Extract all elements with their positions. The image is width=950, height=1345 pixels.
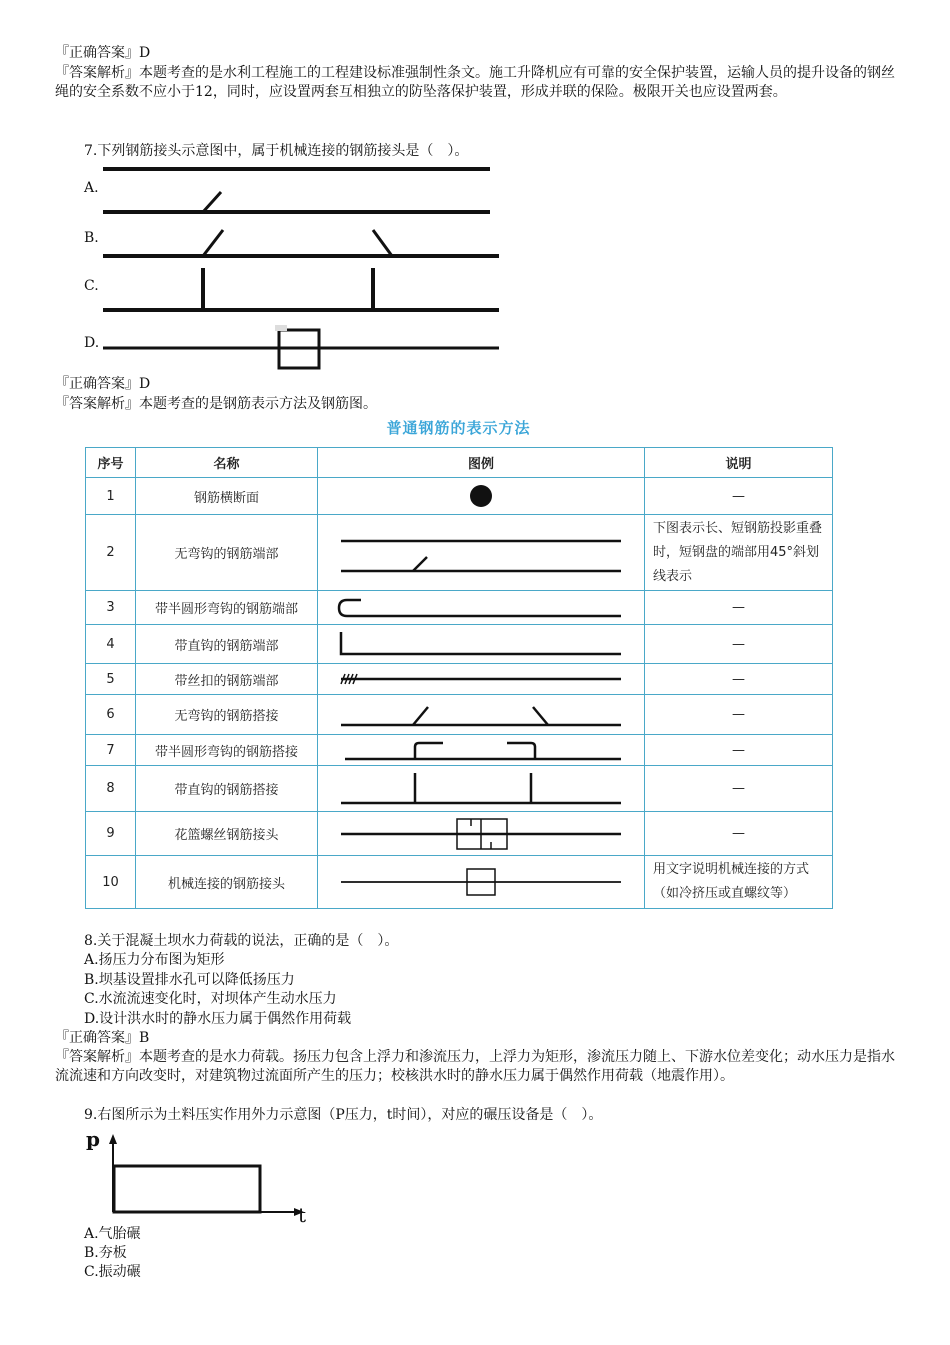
q9-axis-y-label: p bbox=[86, 1127, 100, 1151]
q7-option-c-label: C. bbox=[84, 278, 99, 294]
header-note: 说明 bbox=[645, 448, 833, 478]
table-row bbox=[86, 735, 833, 766]
rebar-end-threaded-icon bbox=[331, 667, 631, 691]
q7-option-b-figure bbox=[103, 230, 499, 256]
table-row bbox=[86, 695, 833, 735]
row-legend bbox=[318, 695, 645, 735]
row-name: 钢筋横断面 bbox=[136, 478, 318, 515]
q9-pressure-time-figure bbox=[84, 1126, 316, 1224]
q8-option-d: D.设计洪水时的静水压力属于偶然作用荷载 bbox=[84, 1011, 352, 1027]
row-note: — bbox=[645, 591, 833, 625]
table-row bbox=[86, 625, 833, 664]
row-no: 7 bbox=[86, 735, 136, 766]
rebar-cross-section-icon bbox=[331, 481, 631, 511]
turnbuckle-joint-icon bbox=[331, 816, 631, 852]
rebar-lap-straight-hook-icon bbox=[331, 769, 631, 809]
rebar-lap-semicircle-hook-icon bbox=[331, 737, 631, 763]
row-note: — bbox=[645, 478, 833, 515]
table-row bbox=[86, 664, 833, 695]
row-no: 4 bbox=[86, 625, 136, 664]
rebar-table bbox=[85, 447, 833, 909]
row-legend bbox=[318, 766, 645, 812]
q6-analysis: 『答案解析』本题考查的是水利工程施工的工程建设标准强制性条文。施工升降机应有可靠的安全保护装置，运输人员的提升设备的钢丝绳的安全系数不应小于12，同时，应设置两套互相独立的防坠落保护装置，形成并联的保险。极限开关也应设置两套。 bbox=[55, 65, 895, 100]
row-no: 6 bbox=[86, 695, 136, 735]
row-no: 5 bbox=[86, 664, 136, 695]
q7-option-d-label: D. bbox=[84, 335, 100, 351]
table-row bbox=[86, 515, 833, 591]
table-row bbox=[86, 856, 833, 909]
q6-answer: 『正确答案』D bbox=[55, 45, 151, 61]
q9-axis-x-label: t bbox=[298, 1203, 307, 1224]
table-row bbox=[86, 478, 833, 515]
q7-option-a-label: A. bbox=[84, 180, 99, 196]
table-row bbox=[86, 766, 833, 812]
row-note: — bbox=[645, 812, 833, 856]
q7-option-c-figure bbox=[103, 268, 499, 310]
row-no: 10 bbox=[86, 856, 136, 909]
row-legend bbox=[318, 478, 645, 515]
row-note: — bbox=[645, 695, 833, 735]
q9-option-b: B.夯板 bbox=[84, 1245, 127, 1261]
q9-option-a: A.气胎碾 bbox=[84, 1226, 141, 1242]
row-legend bbox=[318, 856, 645, 909]
q8-question: 8.关于混凝土坝水力荷载的说法，正确的是（ ）。 bbox=[84, 933, 399, 949]
row-no: 3 bbox=[86, 591, 136, 625]
row-note: — bbox=[645, 766, 833, 812]
rebar-end-no-hook-icon bbox=[331, 523, 631, 583]
row-note: 用文字说明机械连接的方式（如冷挤压或直螺纹等） bbox=[645, 856, 833, 909]
table-row bbox=[86, 812, 833, 856]
q7-question: 7.下列钢筋接头示意图中，属于机械连接的钢筋接头是（ ）。 bbox=[84, 143, 469, 159]
q7-rebar-figures bbox=[95, 160, 505, 375]
row-no: 9 bbox=[86, 812, 136, 856]
q7-answer: 『正确答案』D bbox=[55, 376, 151, 392]
table-header-row bbox=[86, 448, 833, 478]
header-name: 名称 bbox=[136, 448, 318, 478]
q9-question: 9.右图所示为土料压实作用外力示意图（P压力，t时间），对应的碾压设备是（ ）。 bbox=[84, 1107, 603, 1123]
header-legend: 图例 bbox=[318, 448, 645, 478]
row-name: 无弯钩的钢筋端部 bbox=[136, 515, 318, 591]
row-no: 2 bbox=[86, 515, 136, 591]
row-legend bbox=[318, 515, 645, 591]
header-no: 序号 bbox=[86, 448, 136, 478]
table-row bbox=[86, 591, 833, 625]
row-legend bbox=[318, 735, 645, 766]
q8-option-a: A.扬压力分布图为矩形 bbox=[84, 952, 225, 968]
row-legend bbox=[318, 591, 645, 625]
rebar-end-semicircle-hook-icon bbox=[331, 594, 631, 622]
row-legend bbox=[318, 625, 645, 664]
q7-analysis: 『答案解析』本题考查的是钢筋表示方法及钢筋图。 bbox=[55, 396, 377, 412]
q7-option-b-label: B. bbox=[84, 230, 99, 246]
q7-option-a-figure bbox=[103, 169, 490, 212]
row-note: — bbox=[645, 735, 833, 766]
row-note: — bbox=[645, 664, 833, 695]
row-no: 1 bbox=[86, 478, 136, 515]
row-no: 8 bbox=[86, 766, 136, 812]
row-name: 花篮螺丝钢筋接头 bbox=[136, 812, 318, 856]
q7-option-d-figure bbox=[103, 325, 499, 368]
rebar-lap-no-hook-icon bbox=[331, 699, 631, 731]
row-note: — bbox=[645, 625, 833, 664]
row-legend bbox=[318, 812, 645, 856]
q8-analysis: 『答案解析』本题考查的是水力荷载。扬压力包含上浮力和渗流压力，上浮力为矩形，渗流压力随上、下游水位差变化；动水压力是指水流流速和方向改变时，对建筑物过流面所产生的压力；校核洪水时的静水压力属于偶然作用荷载（地震作用）。 bbox=[55, 1049, 895, 1084]
row-name: 带半圆形弯钩的钢筋端部 bbox=[136, 591, 318, 625]
row-name: 带直钩的钢筋搭接 bbox=[136, 766, 318, 812]
rebar-end-straight-hook-icon bbox=[331, 628, 631, 660]
q8-answer: 『正确答案』B bbox=[55, 1030, 150, 1046]
row-name: 带丝扣的钢筋端部 bbox=[136, 664, 318, 695]
rebar-table-title: 普通钢筋的表示方法 bbox=[386, 419, 531, 437]
q8-option-c: C.水流流速变化时，对坝体产生动水压力 bbox=[84, 991, 337, 1007]
q8-option-b: B.坝基设置排水孔可以降低扬压力 bbox=[84, 972, 295, 988]
row-name: 无弯钩的钢筋搭接 bbox=[136, 695, 318, 735]
row-legend bbox=[318, 664, 645, 695]
row-name: 带直钩的钢筋端部 bbox=[136, 625, 318, 664]
row-name: 带半圆形弯钩的钢筋搭接 bbox=[136, 735, 318, 766]
q9-option-c: C.振动碾 bbox=[84, 1264, 141, 1280]
mechanical-joint-icon bbox=[331, 862, 631, 902]
row-name: 机械连接的钢筋接头 bbox=[136, 856, 318, 909]
row-note: 下图表示长、短钢筋投影重叠时，短钢盘的端部用45°斜划线表示 bbox=[645, 515, 833, 591]
